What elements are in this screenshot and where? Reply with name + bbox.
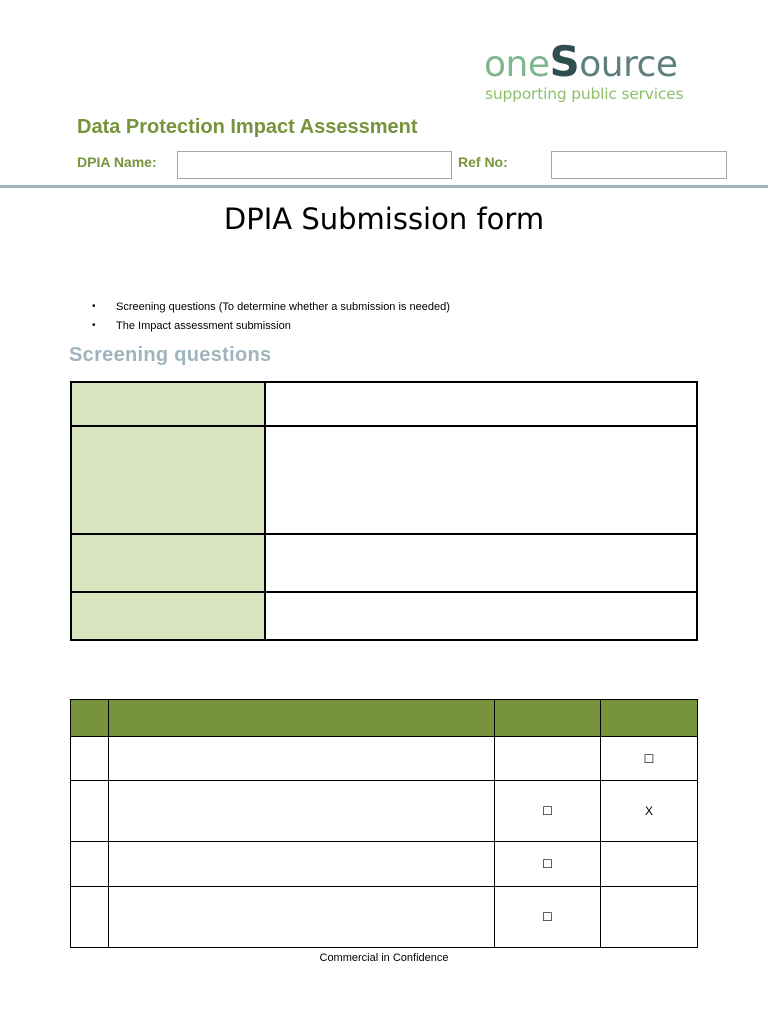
bullet-icon: • xyxy=(92,301,96,312)
row-number-cell xyxy=(71,737,109,781)
logo-s: S xyxy=(549,37,580,86)
footer-confidentiality: Commercial in Confidence xyxy=(319,952,449,964)
screening-label-cell xyxy=(71,534,265,592)
header-divider xyxy=(0,185,768,188)
screening-label-cell xyxy=(71,426,265,534)
onesource-logo xyxy=(484,37,724,110)
screening-row xyxy=(71,426,697,534)
screening-label-cell xyxy=(71,592,265,640)
bullet-item xyxy=(92,316,450,335)
bullet-text: Screening questions (To determine whether a submission is needed) xyxy=(116,300,450,313)
screening-row xyxy=(71,592,697,640)
checklist-table xyxy=(70,699,698,948)
checkbox-yes[interactable] xyxy=(495,737,601,781)
screening-value-cell[interactable] xyxy=(265,534,697,592)
screening-value-cell[interactable] xyxy=(265,426,697,534)
checkbox-yes[interactable]: ☐ xyxy=(495,842,601,887)
document-title: Data Protection Impact Assessment xyxy=(77,116,418,138)
checklist-row xyxy=(71,842,698,887)
header-cell-yes xyxy=(495,700,601,737)
logo-one: one xyxy=(484,44,550,85)
ref-no-label: Ref No: xyxy=(458,154,508,170)
header-cell-number xyxy=(71,700,109,737)
logo-wordmark xyxy=(484,37,678,87)
form-title: DPIA Submission form xyxy=(223,202,545,236)
bullet-icon: • xyxy=(92,320,96,331)
screening-label-cell xyxy=(71,382,265,426)
bullet-list xyxy=(92,297,450,335)
row-question-cell xyxy=(109,842,495,887)
screening-table xyxy=(70,381,698,641)
checkbox-no[interactable]: ☐ xyxy=(601,737,698,781)
row-question-cell xyxy=(109,781,495,842)
checklist-row xyxy=(71,887,698,948)
checklist-row xyxy=(71,737,698,781)
row-number-cell xyxy=(71,887,109,948)
checkbox-no[interactable] xyxy=(601,842,698,887)
bullet-item xyxy=(92,297,450,316)
checkbox-no[interactable] xyxy=(601,887,698,948)
row-question-cell xyxy=(109,887,495,948)
row-question-cell xyxy=(109,737,495,781)
screening-row xyxy=(71,534,697,592)
row-number-cell xyxy=(71,842,109,887)
checkbox-yes[interactable]: ☐ xyxy=(495,887,601,948)
header-cell-no xyxy=(601,700,698,737)
screening-row xyxy=(71,382,697,426)
screening-value-cell[interactable] xyxy=(265,382,697,426)
section-heading-screening: Screening questions xyxy=(69,344,272,366)
checkbox-yes[interactable]: ☐ xyxy=(495,781,601,842)
dpia-name-field[interactable] xyxy=(177,151,452,179)
bullet-text: The Impact assessment submission xyxy=(116,319,291,332)
checklist-row xyxy=(71,781,698,842)
dpia-name-label: DPIA Name: xyxy=(77,154,157,170)
logo-tagline: supporting public services xyxy=(485,85,684,103)
checkbox-no[interactable]: X xyxy=(601,781,698,842)
logo-ource: ource xyxy=(579,44,678,85)
checklist-header-row xyxy=(71,700,698,737)
ref-no-field[interactable] xyxy=(551,151,727,179)
screening-value-cell[interactable] xyxy=(265,592,697,640)
row-number-cell xyxy=(71,781,109,842)
header-cell-question xyxy=(109,700,495,737)
